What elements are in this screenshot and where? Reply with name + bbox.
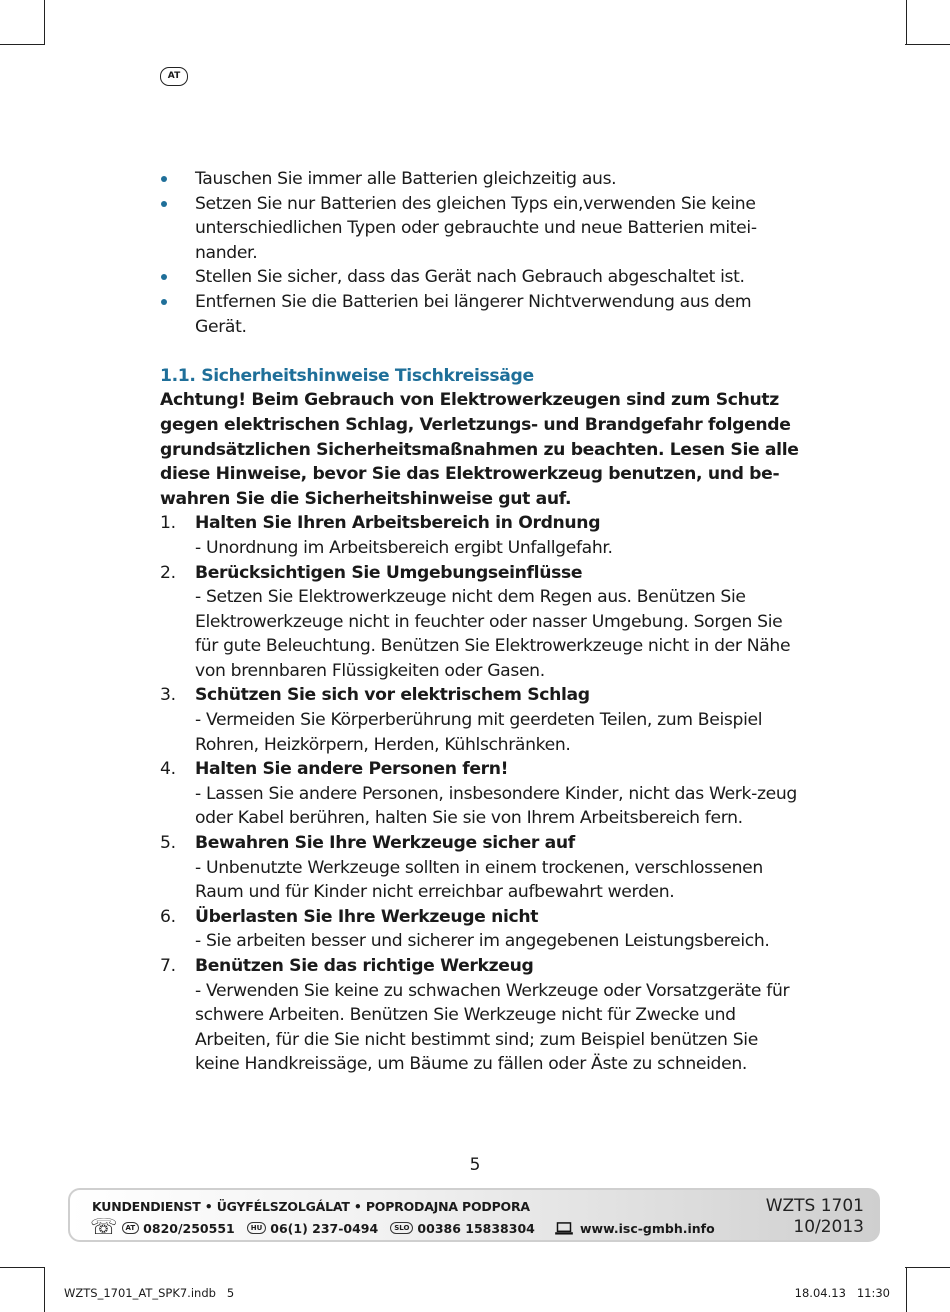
list-item bbox=[160, 511, 800, 560]
country-badge: SLO bbox=[390, 1222, 413, 1234]
section-title: 1.1. Sicherheitshinweise Tischkreissäge bbox=[160, 365, 534, 386]
page-content bbox=[160, 167, 800, 1077]
bullet-dot-icon bbox=[161, 176, 167, 182]
crop-mark bbox=[0, 44, 45, 45]
step-heading: Schützen Sie sich vor elektrischem Schlag bbox=[195, 685, 590, 706]
step-number: 5. bbox=[160, 833, 176, 854]
phone-number[interactable]: 06(1) 237-0494 bbox=[270, 1220, 379, 1236]
step-heading: Benützen Sie das richtige Werkzeug bbox=[195, 956, 534, 976]
step-number: 4. bbox=[160, 759, 176, 780]
crop-mark bbox=[905, 44, 950, 45]
step-description: - Unordnung im Arbeitsbereich ergibt Unfallgefahr. bbox=[195, 537, 613, 558]
step-heading: Bewahren Sie Ihre Werkzeuge sicher auf bbox=[195, 833, 575, 854]
step-heading: Überlasten Sie Ihre Werkzeuge nicht bbox=[195, 906, 539, 927]
bullet-dot-icon bbox=[161, 274, 167, 280]
model-info bbox=[766, 1196, 864, 1238]
list-item bbox=[160, 757, 800, 831]
step-heading: Halten Sie andere Personen fern! bbox=[195, 759, 509, 780]
phone-number[interactable]: 0820/250551 bbox=[143, 1220, 235, 1236]
safety-intro: Achtung! Beim Gebrauch von Elektrowerkzeugen sind zum Schutz gegen elektrischen Schlag, Verletzungs- und Brandgefahr folgende grundsätzlichen Sicherheitsmaßnahmen zu beachten. Lesen Sie alle diese Hinweise, bevor Sie das Elektrowerkzeug benutzen, und be-wahren Sie die Sicherheitshinweise gut auf. bbox=[160, 390, 799, 509]
country-badge: HU bbox=[247, 1222, 267, 1234]
step-description: - Sie arbeiten besser und sicherer im angegebenen Leistungsbereich. bbox=[195, 931, 770, 952]
crop-mark bbox=[905, 1267, 950, 1268]
step-number: 3. bbox=[160, 685, 176, 706]
crop-mark bbox=[0, 1267, 45, 1268]
step-description: - Setzen Sie Elektrowerkzeuge nicht dem Regen aus. Benützen Sie Elektrowerkzeuge nicht in feuchter oder nasser Umgebung. Sorgen Sie für gute Beleuchtung. Benützen Sie Elektrowerkzeuge nicht in der Nähe von brennbaren Flüssigkeiten oder Gasen. bbox=[195, 587, 791, 681]
list-item bbox=[160, 561, 800, 684]
language-badge: AT bbox=[160, 67, 188, 86]
step-description: - Unbenutzte Werkzeuge sollten in einem trockenen, verschlossenen Raum und für Kinder nicht erreichbar aufbewahrt werden. bbox=[195, 857, 763, 903]
step-description: - Vermeiden Sie Körperberührung mit geerdeten Teilen, zum Beispiel Rohren, Heizkörpern, Herden, Kühlschränken. bbox=[195, 710, 763, 755]
list-item bbox=[160, 831, 800, 905]
list-item: Stellen Sie sicher, dass das Gerät nach Gebrauch abgeschaltet ist. bbox=[160, 265, 800, 290]
website-link[interactable]: www.isc-gmbh.info bbox=[580, 1220, 715, 1236]
crop-mark bbox=[44, 1267, 45, 1312]
phone-icon: ☏ bbox=[90, 1215, 118, 1240]
page-number: 5 bbox=[469, 1155, 481, 1175]
footer-title: KUNDENDIENST • ÜGYFÉLSZOLGÁLAT • POPRODAJNA PODPORA bbox=[92, 1199, 530, 1214]
list-item bbox=[160, 905, 800, 954]
battery-bullet-list bbox=[160, 167, 800, 339]
list-item bbox=[160, 954, 800, 1077]
model-date: 10/2013 bbox=[793, 1217, 864, 1237]
step-description: - Lassen Sie andere Personen, insbesondere Kinder, nicht das Werk-zeug oder Kabel berühren, halten Sie sie von Ihrem Arbeitsbereich fern. bbox=[195, 783, 797, 829]
step-heading: Berücksichtigen Sie Umgebungseinflüsse bbox=[195, 562, 583, 583]
bullet-dot-icon bbox=[161, 299, 167, 305]
step-number: 1. bbox=[160, 513, 176, 534]
footer-website bbox=[554, 1218, 715, 1238]
list-item: Entfernen Sie die Batterien bei längerer Nichtverwendung aus dem Gerät. bbox=[160, 290, 800, 339]
step-description: - Verwenden Sie keine zu schwachen Werkzeuge oder Vorsatzgeräte für schwere Arbeiten. Benützen Sie Werkzeuge nicht für Zwecke und Arbeiten, für die Sie nicht bestimmt sind; zum Beispiel benützen Sie keine Handkreissäge, um Bäume zu fällen oder Äste zu schneiden. bbox=[195, 980, 790, 1075]
print-slug-timestamp: 18.04.13 11:30 bbox=[794, 1286, 890, 1300]
bullet-dot-icon bbox=[161, 201, 167, 207]
footer-contacts bbox=[90, 1215, 547, 1240]
step-number: 2. bbox=[160, 562, 176, 583]
laptop-icon bbox=[554, 1222, 574, 1235]
crop-mark bbox=[44, 0, 45, 45]
crop-mark bbox=[906, 0, 907, 45]
step-number: 6. bbox=[160, 906, 176, 927]
country-badge: AT bbox=[122, 1222, 140, 1234]
phone-number[interactable]: 00386 15838304 bbox=[417, 1220, 535, 1236]
model-number: WZTS 1701 bbox=[765, 1196, 864, 1216]
list-item: Tauschen Sie immer alle Batterien gleichzeitig aus. bbox=[160, 167, 800, 192]
crop-mark bbox=[906, 1267, 907, 1312]
step-heading: Halten Sie Ihren Arbeitsbereich in Ordnung bbox=[195, 513, 601, 534]
print-slug-file: WZTS_1701_AT_SPK7.indb 5 bbox=[64, 1286, 235, 1300]
service-footer bbox=[68, 1188, 880, 1242]
safety-steps-list bbox=[160, 511, 800, 1077]
list-item: Setzen Sie nur Batterien des gleichen Typs ein,verwenden Sie keine unterschiedlichen Typen oder gebrauchte und neue Batterien mitei-nander. bbox=[160, 192, 800, 266]
list-item bbox=[160, 683, 800, 757]
step-number: 7. bbox=[160, 956, 176, 976]
